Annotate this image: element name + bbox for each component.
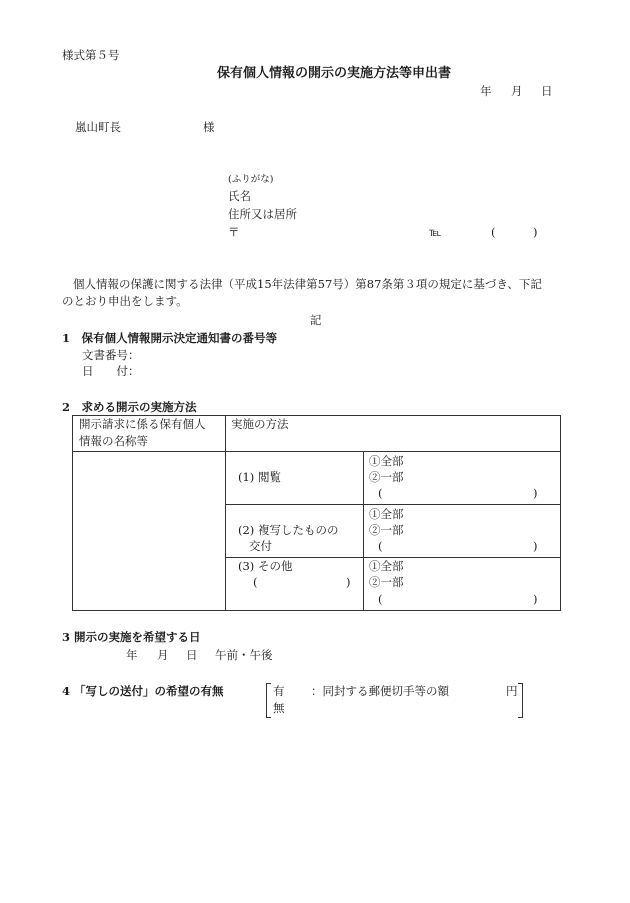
right-bracket: [518, 683, 523, 718]
intro-line-1: 個人情報の保護に関する法律（平成15年法律第57号）第87条第３項の規定に基づき、下記: [73, 277, 542, 291]
tel-paren-open: (: [491, 225, 496, 239]
preferred-month-label: 月: [157, 648, 169, 662]
row2-option-part: ②一部: [369, 523, 404, 537]
section2-heading: 2 求める開示の実施方法: [62, 400, 197, 414]
row2-paren-close: ): [533, 539, 538, 553]
row3-paren-close: ): [533, 592, 538, 606]
row2-option-all: ①全部: [369, 507, 404, 521]
section1-heading: 1 保有個人情報開示決定通知書の番号等: [62, 331, 277, 345]
method-other-paren-close: ): [346, 575, 351, 589]
name-label: 氏名: [228, 189, 251, 203]
row1-paren-close: ): [533, 486, 538, 500]
date-month-label: 月: [511, 84, 523, 98]
option-yes: 有: [273, 684, 285, 698]
row2-paren-open: (: [378, 539, 383, 553]
stamp-amount-note: ：同封する郵便切手等の額: [311, 684, 449, 698]
tel-icon: ℡: [429, 225, 442, 239]
date-day-label: 日: [541, 84, 553, 98]
row3-paren-open: (: [378, 592, 383, 606]
row1-option-part: ②一部: [369, 470, 404, 484]
col-header-method: 実施の方法: [231, 417, 289, 431]
preferred-year-label: 年: [126, 648, 138, 662]
postal-mark: 〒: [228, 225, 240, 239]
form-number: 様式第５号: [62, 48, 120, 62]
method-other: (3) その他: [238, 559, 293, 573]
ki-heading: 記: [310, 313, 322, 327]
section4-heading: 4 「写しの送付」の希望の有無: [62, 684, 224, 698]
yen-unit: 円: [506, 684, 518, 698]
date-year-label: 年: [480, 84, 492, 98]
address-label: 住所又は居所: [228, 207, 297, 221]
method-inspection: (1) 閲覧: [238, 470, 281, 484]
intro-line-2: のとおり申出をします。: [62, 294, 188, 308]
row1-paren-open: (: [378, 486, 383, 500]
notice-date-label: 日 付：: [82, 364, 140, 378]
option-no: 無: [273, 701, 285, 715]
row3-option-part: ②一部: [369, 575, 404, 589]
method-copy-line1: (2) 複写したものの: [238, 523, 339, 537]
tel-paren-close: ): [533, 225, 538, 239]
method-other-paren-open: (: [253, 575, 258, 589]
preferred-day-label: 日: [186, 648, 198, 662]
row3-option-all: ①全部: [369, 559, 404, 573]
col-header-info-line1: 開示請求に係る保有個人: [79, 417, 206, 431]
method-copy-line2: 交付: [249, 539, 272, 553]
furigana-label: (ふりがな): [228, 174, 274, 185]
addressee-name: 嵐山町長: [75, 120, 121, 134]
document-title: 保有個人情報の開示の実施方法等申出書: [217, 66, 452, 81]
section3-heading: 3 開示の実施を希望する日: [62, 630, 201, 644]
am-pm-choice: 午前・午後: [215, 648, 273, 662]
doc-number-label: 文書番号：: [82, 348, 140, 362]
left-bracket: [266, 683, 271, 718]
row1-option-all: ①全部: [369, 454, 404, 468]
col-header-info-line2: 情報の名称等: [79, 434, 148, 448]
addressee-honorific: 様: [203, 120, 215, 134]
